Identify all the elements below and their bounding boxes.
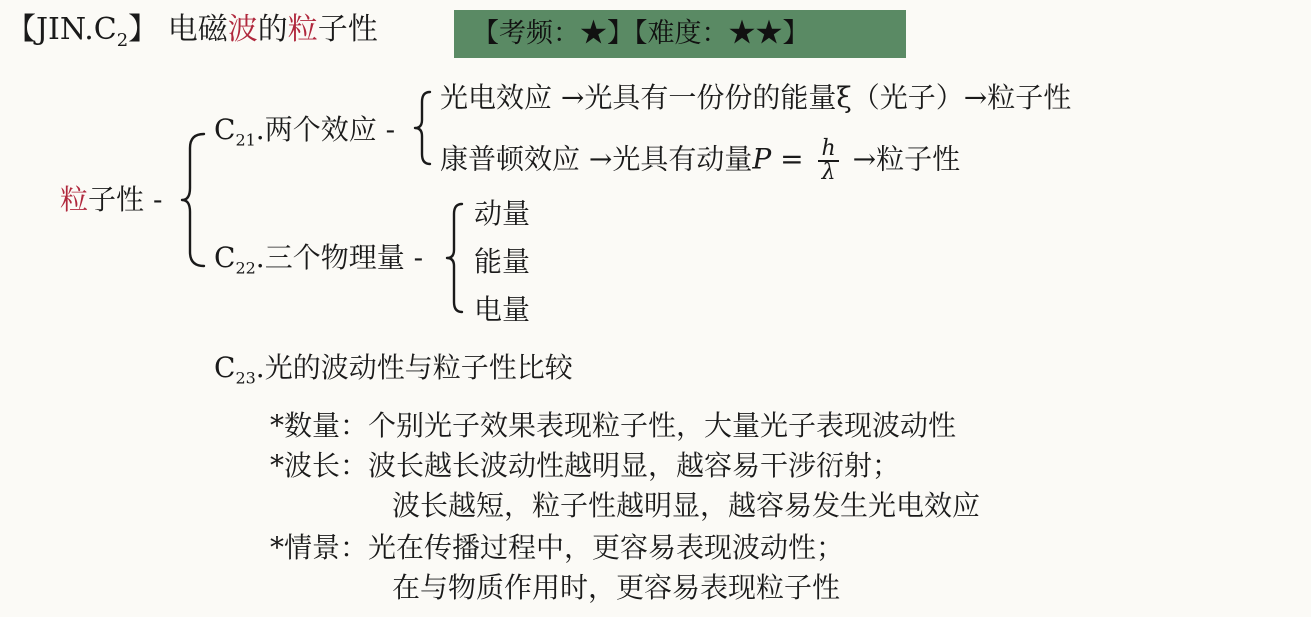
title-code-subscript: 2 (116, 30, 129, 51)
momentum-symbol: P (752, 142, 772, 176)
c23-letter: C (214, 351, 236, 384)
c22-item-charge: 电量 (474, 293, 531, 326)
title-text-red-1: 波 (227, 12, 258, 47)
fraction-denominator: λ (821, 160, 836, 185)
c21-subscript: 21 (235, 130, 256, 150)
c23-line-scenario: *情景：光在传播过程中，更容易表现波动性； (270, 531, 845, 564)
root-label-rest: 子性 (88, 183, 145, 216)
title-bracket-close: 】 (128, 12, 159, 47)
c22-heading (214, 240, 423, 287)
c23-line-quantity: *数量：个别光子效果表现粒子性，大量光子表现波动性 (270, 409, 957, 442)
c21-item-photoelectric: 光电效应 →光具有一份份的能量ξ（光子）→粒子性 (440, 81, 1072, 114)
c21-brace (412, 88, 436, 168)
equals-sign: = (771, 142, 813, 176)
title-code: JIN.C (36, 12, 117, 47)
c23-line-wavelength-cont: 波长越短，粒子性越明显，越容易发生光电效应 (392, 489, 981, 522)
c23-label: .光的波动性与粒子性比较 (255, 351, 573, 384)
frequency-difficulty-badge: 【考频：★】【难度：★★】 (454, 10, 906, 58)
c22-item-energy: 能量 (474, 245, 531, 278)
c23-subscript: 23 (235, 368, 256, 388)
c23-heading (214, 350, 573, 397)
c21-item-compton (440, 138, 960, 184)
root-dash: - (152, 183, 163, 216)
root-label-red: 粒 (60, 183, 89, 216)
c22-label: .三个物理量 (255, 241, 405, 274)
c21-dash: - (385, 113, 396, 146)
c21-item-compton-text: 康普顿效应 →光具有动量 (440, 142, 753, 176)
root-label (60, 182, 162, 218)
title-text-1: 电磁 (167, 12, 228, 47)
c21-letter: C (214, 113, 236, 146)
c22-letter: C (214, 241, 236, 274)
c23-line-wavelength: *波长：波长越长波动性越明显，越容易干涉衍射； (270, 449, 901, 482)
c23-line-scenario-cont: 在与物质作用时，更容易表现粒子性 (392, 571, 841, 604)
title-text-red-2: 粒 (287, 12, 318, 47)
c21-heading (214, 112, 395, 159)
c22-dash: - (413, 241, 424, 274)
h-over-lambda-fraction (818, 138, 838, 184)
root-brace (180, 130, 210, 270)
c22-brace (444, 200, 468, 316)
title-text-3: 子性 (317, 12, 378, 47)
fraction-numerator: h (818, 138, 838, 162)
page-title (6, 8, 378, 63)
title-bracket-open: 【 (6, 12, 36, 47)
c21-label: .两个效应 (255, 113, 377, 146)
c22-subscript: 22 (235, 258, 256, 278)
c21-item-compton-result: →粒子性 (852, 142, 961, 176)
title-text-2: 的 (257, 12, 288, 47)
c22-item-momentum: 动量 (474, 197, 531, 230)
